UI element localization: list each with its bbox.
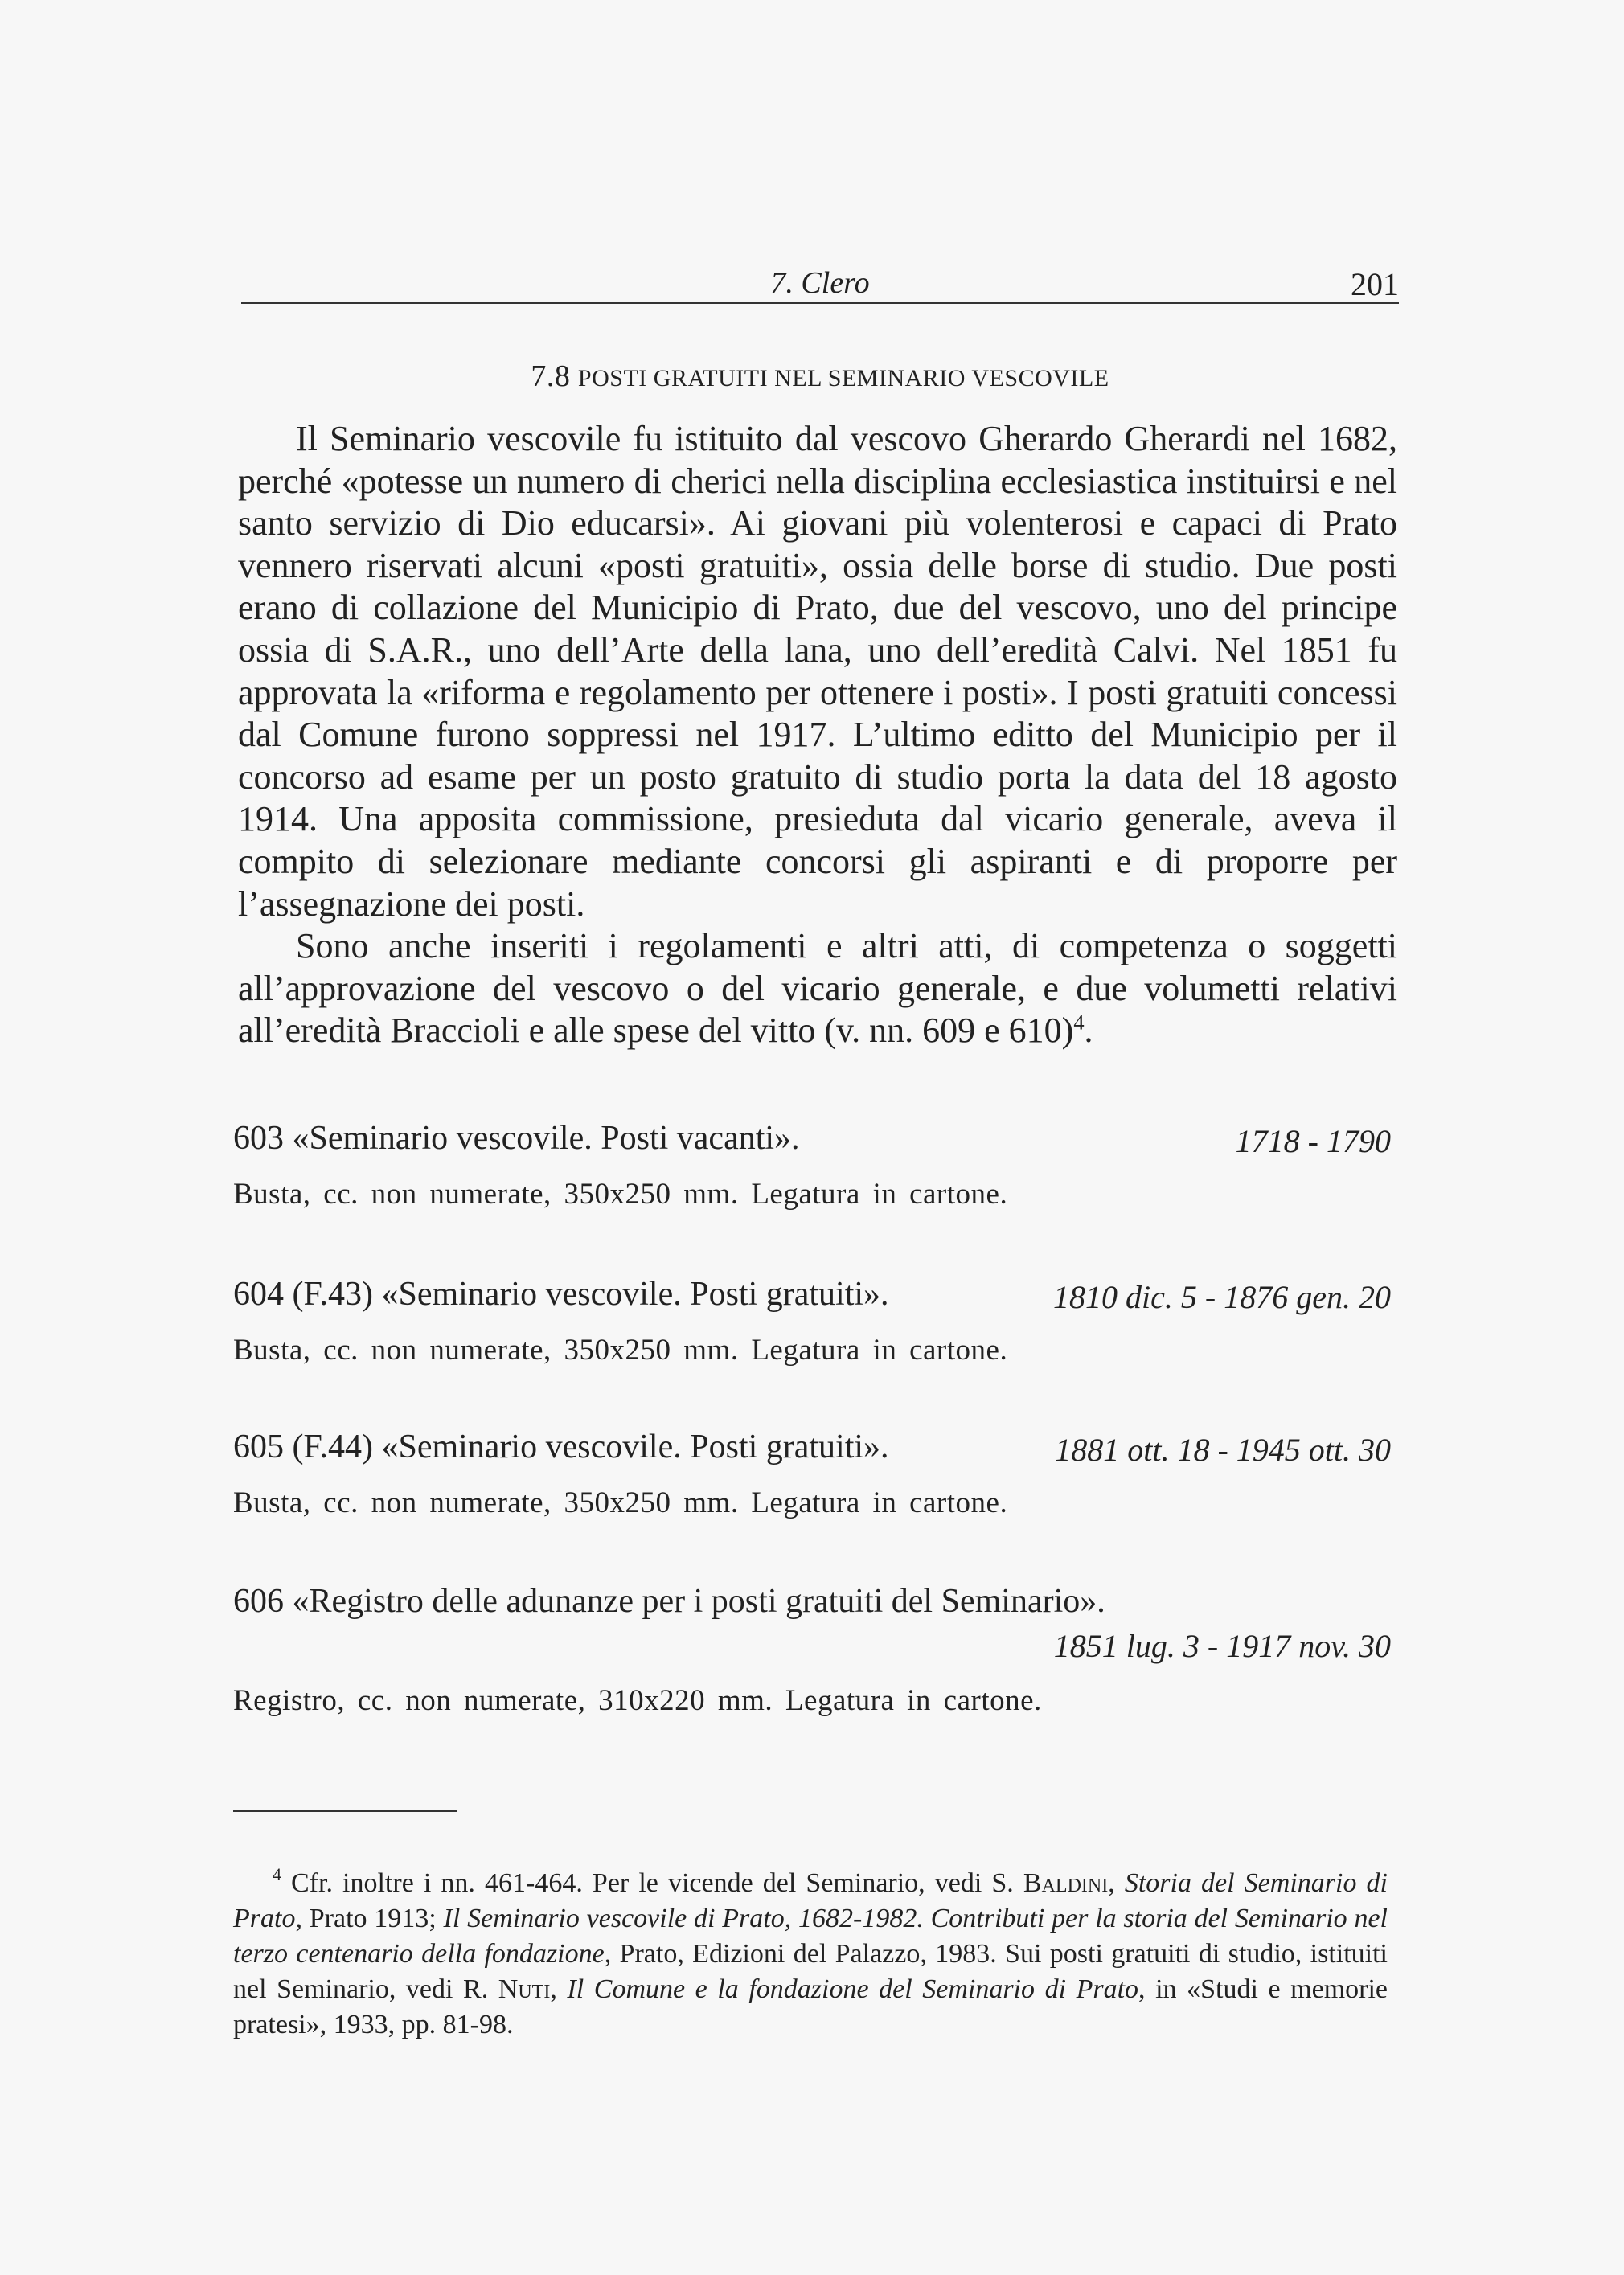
paragraph-text: Sono anche inseriti i regolamenti e altri atti, di competenza o soggetti all’approvazione del vescovo o del vicario generale, e due volumetti relativi all’eredità Braccioli e alle spese del vitto (v. nn. 609 e 610)	[238, 926, 1397, 1051]
footnote-author: Nuti	[498, 1974, 551, 2004]
entry-title: 605 (F.44) «Seminario vescovile. Posti gratuiti».	[233, 1429, 889, 1465]
footnote-work-title: Il Seminario vescovile di Prato, 1682-1982. Contributi per la storia del Seminario nel terzo centenario della fondazione	[233, 1904, 1388, 1969]
footnote-text: Cfr. inoltre i nn. 461-464. Per le vicende del Seminario, vedi S.	[291, 1868, 1023, 1898]
entry-description: Busta, cc. non numerate, 350x250 mm. Legatura in cartone.	[233, 1178, 1008, 1211]
section-number: 7.8	[531, 359, 571, 393]
entry-date: 1881 ott. 18 - 1945 ott. 30	[1055, 1432, 1391, 1468]
entry-title: 604 (F.43) «Seminario vescovile. Posti gratuiti».	[233, 1276, 889, 1313]
entry-head	[233, 1275, 1391, 1320]
footnote-text: , Prato 1913;	[295, 1904, 444, 1933]
footnote-rule	[233, 1810, 457, 1812]
paragraph-text: Il Seminario vescovile fu istituito dal vescovo Gherardo Gherardi nel 1682, perché «potesse un numero di cherici nella disciplina ecclesiastica instituirsi e nel santo servizio di Dio educarsi». Ai giovani più volenterosi e capaci di Prato vennero riservati alcuni «posti gratuiti», ossia delle borse di studio. Due posti erano di collazione del Municipio di Prato, due del vescovo, uno del principe ossia di S.A.R., uno dell’Arte della lana, uno dell’eredità Calvi. Nel 1851 fu approvata la «riforma e regolamento per ottenere i posti». I posti gratuiti concessi dal Comune furono soppressi nel 1917. L’ultimo editto del Municipio per il concorso ad esame per un posto gratuito di studio porta la data del 18 agosto 1914. Una apposita commissione, presieduta dal vicario generale, aveva il compito di selezionare mediante concorsi gli aspiranti e di proporre per l’assegnazione dei posti.	[238, 419, 1397, 924]
entry-title: 603 «Seminario vescovile. Posti vacanti».	[233, 1120, 800, 1157]
entry-head	[233, 1119, 1391, 1164]
running-header	[241, 259, 1399, 302]
paragraph-text-end: .	[1084, 1010, 1093, 1051]
entry-title: 606 «Registro delle adunanze per i posti gratuiti del Seminario».	[233, 1583, 1105, 1620]
inventory-entry-603	[233, 1119, 1391, 1211]
footnote	[233, 1857, 1388, 2043]
entry-date: 1851 lug. 3 - 1917 nov. 30	[1053, 1628, 1391, 1664]
footnote-work-title: Storia del Seminario di Prato	[233, 1868, 1388, 1933]
entry-description: Busta, cc. non numerate, 350x250 mm. Legatura in cartone.	[233, 1334, 1008, 1367]
section-title: POSTI GRATUITI NEL SEMINARIO VESCOVILE	[577, 365, 1109, 391]
body-text	[238, 418, 1397, 1052]
entry-date: 1718 - 1790	[1235, 1123, 1391, 1159]
footnote-author: Baldini	[1023, 1868, 1109, 1898]
inventory-entry-605	[233, 1428, 1391, 1520]
page-number: 201	[1351, 266, 1399, 302]
paragraph	[238, 925, 1397, 1052]
footnote-text: ,	[550, 1974, 568, 2004]
entry-date: 1810 dic. 5 - 1876 gen. 20	[1053, 1279, 1391, 1315]
entry-description: Registro, cc. non numerate, 310x220 mm. Legatura in cartone.	[233, 1684, 1042, 1717]
footnote-mark: 4	[273, 1864, 281, 1884]
entry-date-line	[233, 1627, 1391, 1669]
inventory-entry-606	[233, 1582, 1391, 1718]
entry-head	[233, 1428, 1391, 1473]
section-heading	[241, 359, 1399, 394]
footnote-work-title: Il Comune e la fondazione del Seminario di Prato	[567, 1974, 1139, 2004]
footnote-reference: 4	[1073, 1010, 1085, 1035]
footnote-text: , in «Studi e memorie pratesi», 1933, pp. 81-98.	[233, 1974, 1388, 2039]
entry-head	[233, 1582, 1391, 1627]
inventory-entry-604	[233, 1275, 1391, 1367]
footnote-text: , Prato, Edizioni del Palazzo, 1983. Sui posti gratuiti di studio, istituiti nel Seminario, vedi R.	[233, 1939, 1388, 2004]
entry-description: Busta, cc. non numerate, 350x250 mm. Legatura in cartone.	[233, 1486, 1008, 1519]
running-header-title: 7. Clero	[770, 266, 870, 300]
footnote-text: ,	[1108, 1868, 1125, 1898]
header-rule	[241, 302, 1399, 304]
paragraph	[238, 418, 1397, 925]
